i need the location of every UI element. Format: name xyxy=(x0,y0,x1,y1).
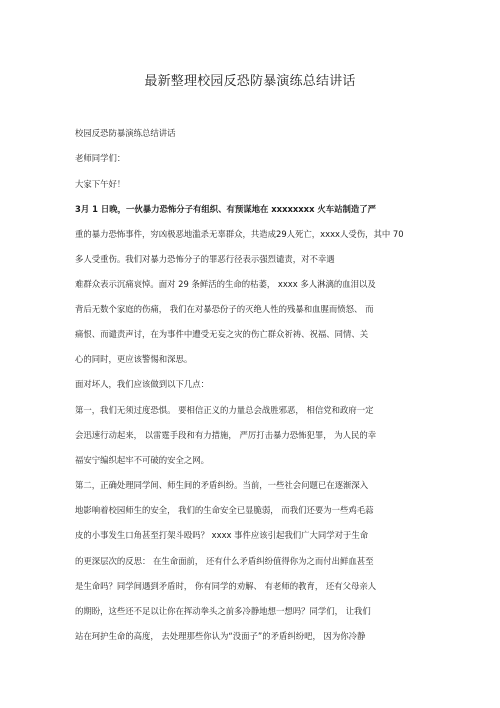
paragraph-line: 福安宁编织起牢不可破的安全之网。 xyxy=(75,455,209,465)
greeting-line: 大家下午好！ xyxy=(75,179,126,189)
paragraph-line: 难群众表示沉痛哀悼。面对 29 条鲜活的生命的枯萎， xxxx 多人淋漓的血泪以及 xyxy=(75,279,376,289)
paragraph-line: 的期盼，这些还不足以让你在挥动拳头之前多冷静地想一想吗？同学们， 让我们 xyxy=(75,606,371,616)
paragraph-line: 皮的小事发生口角甚至打架斗殴吗？ xxxx 事件应该引起我们广大同学对于生命 xyxy=(75,530,369,540)
greeting-line: 老师同学们： xyxy=(75,153,126,163)
paragraph-line: 是生命吗？同学间遇到矛盾时， 你有同学的劝解、 有老师的教育， 还有父母亲人 xyxy=(75,581,377,591)
paragraph-line: 心的同时，更应该警惕和深思。 xyxy=(75,354,193,364)
paragraph-line: 痛恨、而谴责声讨，在为事件中遭受无妄之灾的伤亡群众祈祷、祝福、同情、关 xyxy=(75,329,369,339)
paragraph-line: 多人受重伤。我们对暴力恐怖分子的罪恶行径表示强烈谴责，对不幸遇 xyxy=(75,254,335,264)
subtitle-line: 校园反恐防暴演练总结讲话 xyxy=(75,128,176,138)
paragraph-line: 第一，我们无须过度恐惧。 要相信正义的力量总会战胜邪恶， 相信党和政府一定 xyxy=(75,405,374,415)
paragraph-line: 地影响着校园师生的安全， 我们的生命安全已显脆弱， 而我们还要为一些鸡毛蒜 xyxy=(75,505,374,515)
paragraph-line: 会迅速行动起来， 以雷霆手段和有力措施， 严厉打击暴力恐怖犯罪， 为人民的幸 xyxy=(75,430,377,440)
paragraph-line: 3月 1 日晚，一伙暴力恐怖分子有组织、有预谋地在 xxxxxxxx 火车站制造了严 xyxy=(75,204,377,214)
paragraph-line: 背后无数个家庭的伤痛， 我们在对暴恐份子的灭绝人性的残暴和血腥而愤怒、 而 xyxy=(75,304,374,314)
paragraph-line: 的更深层次的反思： 在生命面前， 还有什么矛盾纠纷值得你为之而付出鲜血甚至 xyxy=(75,556,374,566)
paragraph-line: 第二，正确处理同学间、师生间的矛盾纠纷。当前，一些社会问题已在逐渐深入 xyxy=(75,480,369,490)
document-title: 最新整理校园反恐防暴演练总结讲话 xyxy=(144,74,356,89)
paragraph-line: 重的暴力恐怖事件，穷凶极恶地滥杀无辜群众，共造成29人死亡，xxxx人受伤，其中 70 xyxy=(75,229,404,239)
paragraph-line: 站在珂护生命的高度， 去处理那些你认为“没面子”的矛盾纠纷吧， 因为你冷静 xyxy=(75,631,366,641)
paragraph-line: 面对坏人，我们应该做到以下几点： xyxy=(75,379,209,389)
